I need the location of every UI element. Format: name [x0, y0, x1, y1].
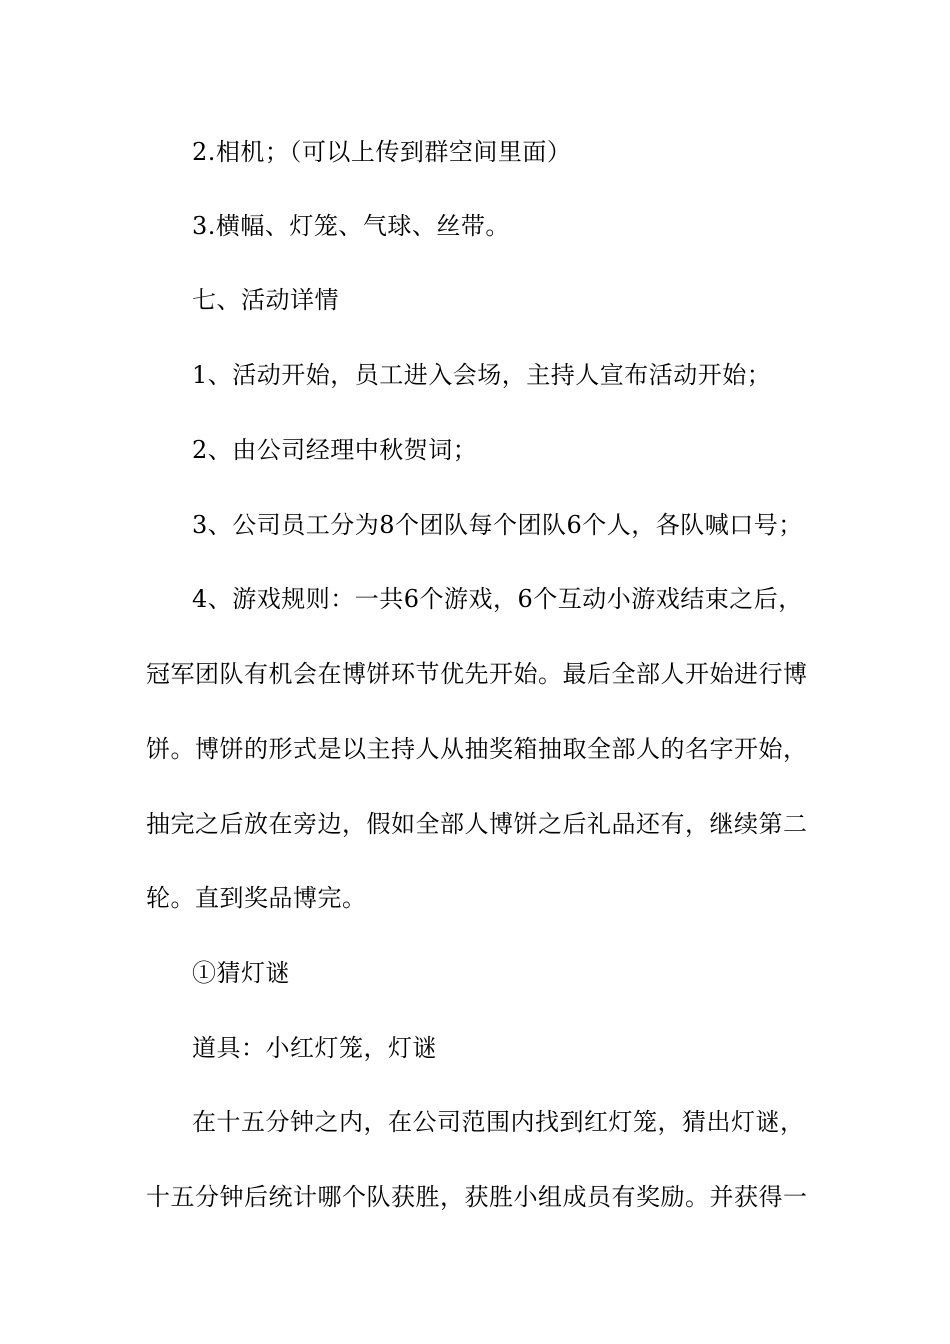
- props-line: 道具：小红灯笼，灯谜: [192, 1034, 437, 1062]
- section-heading-activity-details: 七、活动详情: [192, 286, 339, 314]
- paragraph-game-rules-line-5: 轮。直到奖品博完。: [146, 884, 367, 912]
- subheading-lantern-riddles: ①猜灯谜: [192, 959, 290, 987]
- list-item-decorations: 3.横幅、灯笼、气球、丝带。: [192, 212, 510, 240]
- paragraph-game-rules-line-4: 抽完之后放在旁边，假如全部人博饼之后礼品还有，继续第二: [146, 810, 808, 838]
- list-item-camera: 2.相机；（可以上传到群空间里面）: [192, 138, 572, 166]
- paragraph-riddle-rules-line-1: 在十五分钟之内，在公司范围内找到红灯笼，猜出灯谜，: [192, 1108, 805, 1136]
- list-item-teams: 3、公司员工分为8个团队每个团队6个人，各队喊口号；: [192, 511, 803, 539]
- list-item-manager-speech: 2、由公司经理中秋贺词；: [192, 436, 478, 464]
- paragraph-game-rules-line-3: 饼。博饼的形式是以主持人从抽奖箱抽取全部人的名字开始，: [146, 735, 808, 763]
- paragraph-riddle-rules-line-2: 十五分钟后统计哪个队获胜，获胜小组成员有奖励。并获得一: [146, 1183, 808, 1211]
- list-item-activity-start: 1、活动开始，员工进入会场，主持人宣布活动开始；: [192, 361, 772, 389]
- paragraph-game-rules-line-1: 4、游戏规则：一共6个游戏，6个互动小游戏结束之后，: [192, 585, 803, 613]
- paragraph-game-rules-line-2: 冠军团队有机会在博饼环节优先开始。最后全部人开始进行博: [146, 660, 808, 688]
